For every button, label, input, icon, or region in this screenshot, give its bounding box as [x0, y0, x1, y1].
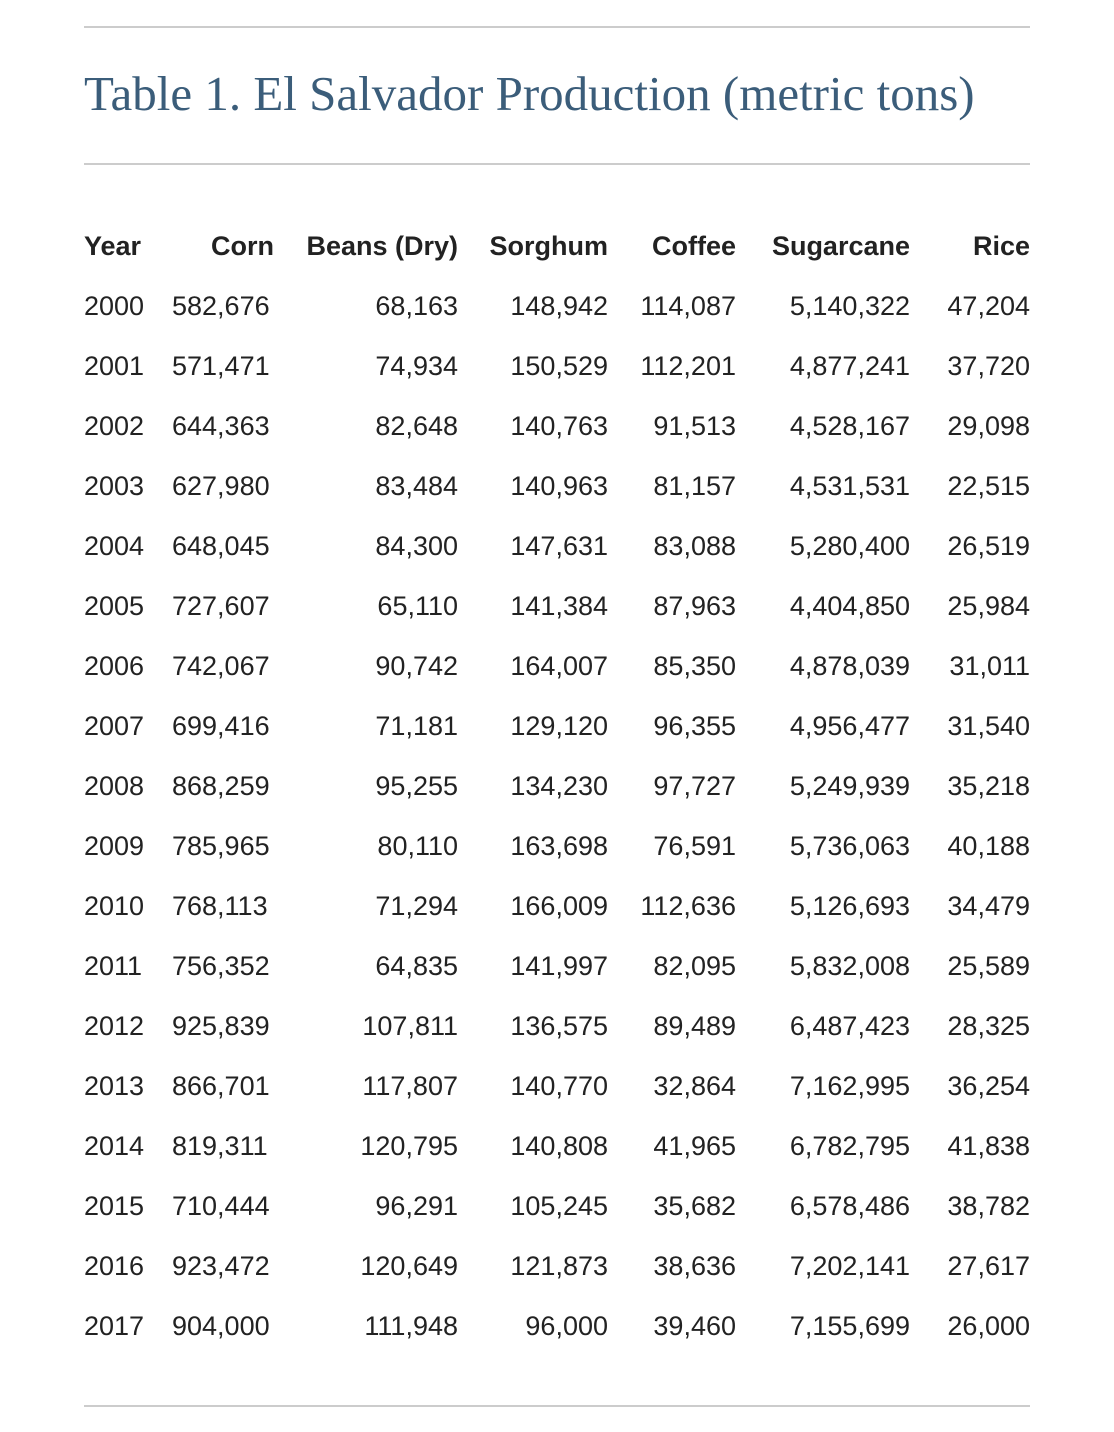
cell-rice: 26,000	[947, 1310, 1030, 1341]
cell-corn: 904,000	[172, 1310, 270, 1341]
cell-rice: 35,218	[947, 770, 1030, 801]
cell-corn: 785,965	[172, 830, 270, 861]
cell-sorghum: 163,698	[510, 830, 608, 861]
cell-sorghum: 150,529	[510, 350, 608, 381]
cell-corn: 923,472	[172, 1250, 270, 1281]
cell-year: 2004	[84, 530, 145, 561]
cell-coffee: 41,965	[653, 1130, 736, 1161]
cell-rice: 22,515	[947, 470, 1030, 501]
cell-beans: 80,110	[377, 830, 458, 861]
cell-year: 2006	[84, 650, 145, 681]
cell-corn: 582,676	[172, 290, 270, 321]
column-header-year: Year	[84, 230, 142, 261]
top-divider	[84, 26, 1030, 28]
cell-sugarcane: 7,155,699	[789, 1310, 910, 1341]
cell-beans: 71,294	[375, 890, 458, 921]
cell-year: 2011	[84, 950, 143, 981]
cell-rice: 37,720	[947, 350, 1030, 381]
cell-sugarcane: 4,878,039	[789, 650, 910, 681]
cell-corn: 868,259	[172, 770, 270, 801]
table-row	[84, 1296, 1030, 1356]
cell-year: 2013	[84, 1070, 145, 1101]
cell-beans: 107,811	[362, 1010, 458, 1041]
table-row	[84, 1236, 1030, 1296]
cell-sorghum: 136,575	[510, 1010, 608, 1041]
cell-rice: 31,540	[947, 710, 1030, 741]
cell-rice: 31,011	[949, 650, 1030, 681]
cell-year: 2003	[84, 470, 145, 501]
cell-rice: 27,617	[947, 1250, 1030, 1281]
cell-year: 2000	[84, 290, 145, 321]
cell-coffee: 112,201	[640, 350, 736, 381]
cell-sugarcane: 7,162,995	[789, 1070, 910, 1101]
cell-sorghum: 140,763	[510, 410, 608, 441]
cell-beans: 83,484	[375, 470, 458, 501]
cell-sugarcane: 5,140,322	[789, 290, 910, 321]
cell-sorghum: 105,245	[510, 1190, 608, 1221]
cell-beans: 65,110	[377, 590, 458, 621]
cell-sorghum: 140,770	[510, 1070, 608, 1101]
cell-year: 2012	[84, 1010, 145, 1041]
cell-corn: 710,444	[172, 1190, 270, 1221]
table-row	[84, 456, 1030, 516]
cell-sorghum: 140,808	[510, 1130, 608, 1161]
table-row	[84, 756, 1030, 816]
cell-rice: 26,519	[947, 530, 1030, 561]
cell-rice: 25,589	[947, 950, 1030, 981]
cell-corn: 742,067	[172, 650, 270, 681]
table-row	[84, 516, 1030, 576]
table-row	[84, 336, 1030, 396]
cell-rice: 36,254	[947, 1070, 1030, 1101]
cell-corn: 925,839	[172, 1010, 270, 1041]
table-row	[84, 1056, 1030, 1116]
cell-year: 2009	[84, 830, 145, 861]
cell-year: 2010	[84, 890, 145, 921]
cell-rice: 28,325	[947, 1010, 1030, 1041]
cell-beans: 96,291	[375, 1190, 458, 1221]
cell-beans: 95,255	[375, 770, 458, 801]
cell-corn: 699,416	[172, 710, 270, 741]
cell-sugarcane: 4,404,850	[789, 590, 910, 621]
table-row	[84, 1116, 1030, 1176]
bottom-divider	[84, 1405, 1030, 1407]
production-table	[84, 216, 1030, 1356]
cell-corn: 727,607	[172, 590, 270, 621]
cell-beans: 117,807	[362, 1070, 458, 1101]
cell-sorghum: 140,963	[510, 470, 608, 501]
cell-sorghum: 134,230	[510, 770, 608, 801]
cell-sorghum: 148,942	[510, 290, 608, 321]
cell-beans: 82,648	[375, 410, 458, 441]
cell-sorghum: 164,007	[510, 650, 608, 681]
cell-rice: 34,479	[947, 890, 1030, 921]
cell-corn: 866,701	[172, 1070, 270, 1101]
cell-sorghum: 96,000	[525, 1310, 608, 1341]
cell-coffee: 85,350	[653, 650, 736, 681]
cell-sugarcane: 4,531,531	[789, 470, 910, 501]
cell-coffee: 82,095	[653, 950, 736, 981]
cell-sugarcane: 5,126,693	[789, 890, 910, 921]
cell-year: 2014	[84, 1130, 145, 1161]
column-header-sorghum: Sorghum	[489, 230, 608, 261]
column-header-rice: Rice	[972, 230, 1030, 261]
cell-beans: 111,948	[364, 1310, 458, 1341]
table-row	[84, 696, 1030, 756]
cell-beans: 120,649	[360, 1250, 458, 1281]
cell-year: 2008	[84, 770, 145, 801]
cell-sugarcane: 4,877,241	[789, 350, 910, 381]
column-header-coffee: Coffee	[651, 230, 736, 261]
cell-sugarcane: 4,528,167	[789, 410, 910, 441]
cell-sorghum: 129,120	[510, 710, 608, 741]
cell-corn: 644,363	[172, 410, 270, 441]
cell-sorghum: 121,873	[510, 1250, 608, 1281]
cell-year: 2002	[84, 410, 145, 441]
cell-coffee: 81,157	[653, 470, 736, 501]
table-row	[84, 276, 1030, 336]
cell-coffee: 91,513	[653, 410, 736, 441]
cell-rice: 29,098	[947, 410, 1030, 441]
cell-coffee: 97,727	[653, 770, 736, 801]
column-header-beans: Beans (Dry)	[306, 230, 458, 261]
cell-year: 2015	[84, 1190, 145, 1221]
cell-rice: 38,782	[947, 1190, 1030, 1221]
cell-sugarcane: 5,249,939	[789, 770, 910, 801]
cell-year: 2001	[84, 350, 145, 381]
cell-sorghum: 141,997	[510, 950, 608, 981]
cell-coffee: 39,460	[653, 1310, 736, 1341]
cell-coffee: 83,088	[653, 530, 736, 561]
cell-corn: 756,352	[172, 950, 270, 981]
cell-rice: 25,984	[947, 590, 1030, 621]
cell-sugarcane: 4,956,477	[789, 710, 910, 741]
cell-sugarcane: 7,202,141	[789, 1250, 910, 1281]
table-row	[84, 1176, 1030, 1236]
cell-sugarcane: 6,782,795	[789, 1130, 910, 1161]
cell-sugarcane: 5,280,400	[789, 530, 910, 561]
cell-beans: 74,934	[375, 350, 458, 381]
cell-sorghum: 141,384	[510, 590, 608, 621]
cell-beans: 120,795	[360, 1130, 458, 1161]
cell-sugarcane: 6,487,423	[789, 1010, 910, 1041]
table-row	[84, 816, 1030, 876]
cell-coffee: 114,087	[640, 290, 736, 321]
table-row	[84, 936, 1030, 996]
table-row	[84, 396, 1030, 456]
cell-corn: 571,471	[172, 350, 270, 381]
table-row	[84, 576, 1030, 636]
cell-corn: 648,045	[172, 530, 270, 561]
table-title: Table 1. El Salvador Production (metric tons)	[84, 66, 975, 121]
cell-coffee: 87,963	[653, 590, 736, 621]
cell-beans: 90,742	[375, 650, 458, 681]
cell-coffee: 76,591	[653, 830, 736, 861]
table-row	[84, 996, 1030, 1056]
cell-sugarcane: 5,736,063	[789, 830, 910, 861]
cell-coffee: 96,355	[653, 710, 736, 741]
cell-beans: 71,181	[375, 710, 458, 741]
cell-year: 2007	[84, 710, 145, 741]
cell-corn: 627,980	[172, 470, 270, 501]
cell-corn: 819,311	[172, 1130, 268, 1161]
cell-sugarcane: 5,832,008	[789, 950, 910, 981]
cell-corn: 768,113	[172, 890, 268, 921]
table-body	[84, 276, 1030, 1356]
cell-beans: 64,835	[375, 950, 458, 981]
cell-coffee: 112,636	[640, 890, 736, 921]
cell-year: 2016	[84, 1250, 145, 1281]
cell-coffee: 89,489	[653, 1010, 736, 1041]
title-divider	[84, 163, 1030, 165]
column-header-sugarcane: Sugarcane	[771, 230, 910, 261]
cell-sugarcane: 6,578,486	[789, 1190, 910, 1221]
cell-sorghum: 166,009	[510, 890, 608, 921]
table-row	[84, 636, 1030, 696]
header-row	[84, 216, 1030, 276]
cell-rice: 47,204	[947, 290, 1030, 321]
cell-sorghum: 147,631	[510, 530, 608, 561]
cell-beans: 84,300	[375, 530, 458, 561]
cell-rice: 41,838	[947, 1130, 1030, 1161]
cell-coffee: 35,682	[653, 1190, 736, 1221]
column-header-corn: Corn	[211, 230, 274, 261]
cell-coffee: 38,636	[653, 1250, 736, 1281]
table-row	[84, 876, 1030, 936]
cell-rice: 40,188	[947, 830, 1030, 861]
cell-coffee: 32,864	[653, 1070, 736, 1101]
cell-year: 2005	[84, 590, 145, 621]
cell-beans: 68,163	[375, 290, 458, 321]
cell-year: 2017	[84, 1310, 145, 1341]
